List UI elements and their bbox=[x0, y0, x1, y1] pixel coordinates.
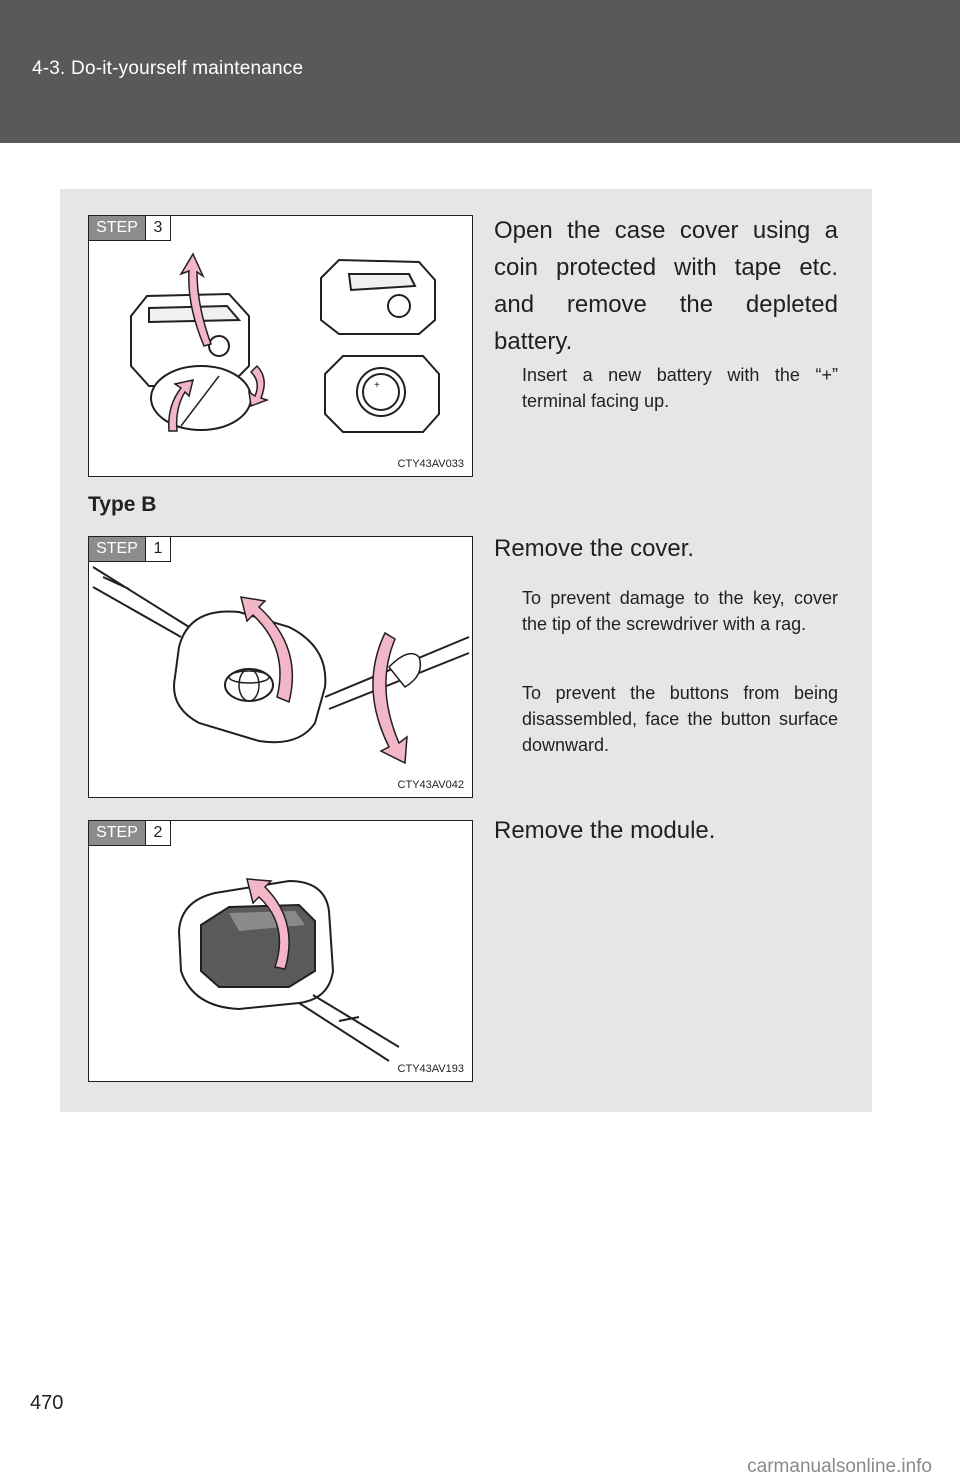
rotate-arrow-icon bbox=[373, 633, 407, 763]
key-cover-removal-illustration bbox=[89, 537, 473, 798]
step3-figure bbox=[88, 215, 473, 477]
rotate-arrow-icon-2 bbox=[249, 366, 267, 406]
step-label: STEP bbox=[89, 216, 145, 240]
svg-text:+: + bbox=[374, 380, 380, 391]
module-removal-illustration bbox=[89, 821, 473, 1082]
figure-code: CTY43AV042 bbox=[397, 779, 464, 791]
watermark: carmanualsonline.info bbox=[747, 1456, 932, 1477]
stepB1-note-2: To prevent the buttons from being disassembled, face the button surface downward. bbox=[522, 683, 838, 755]
stepB1-figure bbox=[88, 536, 473, 798]
step-number: 1 bbox=[145, 537, 170, 561]
step-badge bbox=[89, 821, 171, 846]
section-title: 4-3. Do-it-yourself maintenance bbox=[32, 58, 304, 79]
step3-note: Insert a new battery with the “+” terminal facing up. bbox=[522, 365, 838, 411]
figure-code: CTY43AV033 bbox=[397, 458, 464, 470]
step-label: STEP bbox=[89, 537, 145, 561]
battery-replacement-illustration bbox=[89, 216, 473, 477]
page-number: 470 bbox=[30, 1392, 64, 1414]
type-b-heading: Type B bbox=[88, 493, 157, 516]
stepB1-note-1: To prevent damage to the key, cover the tip of the screwdriver with a rag. bbox=[522, 588, 838, 634]
coin-icon bbox=[151, 366, 251, 430]
key-case-opened-icon bbox=[321, 260, 439, 432]
step-number: 2 bbox=[145, 821, 170, 845]
key-head-icon bbox=[174, 611, 325, 742]
step-number: 3 bbox=[145, 216, 170, 240]
page-header bbox=[0, 0, 960, 143]
stepB2-figure bbox=[88, 820, 473, 1082]
step3-instruction: Open the case cover using a coin protected with tape etc. and remove the depleted battery. bbox=[494, 217, 838, 355]
figure-code: CTY43AV193 bbox=[397, 1063, 464, 1075]
step-label: STEP bbox=[89, 821, 145, 845]
stepB2-instruction: Remove the module. bbox=[494, 817, 716, 844]
stepB1-instruction: Remove the cover. bbox=[494, 535, 695, 562]
step-badge bbox=[89, 216, 171, 241]
step-badge bbox=[89, 537, 171, 562]
